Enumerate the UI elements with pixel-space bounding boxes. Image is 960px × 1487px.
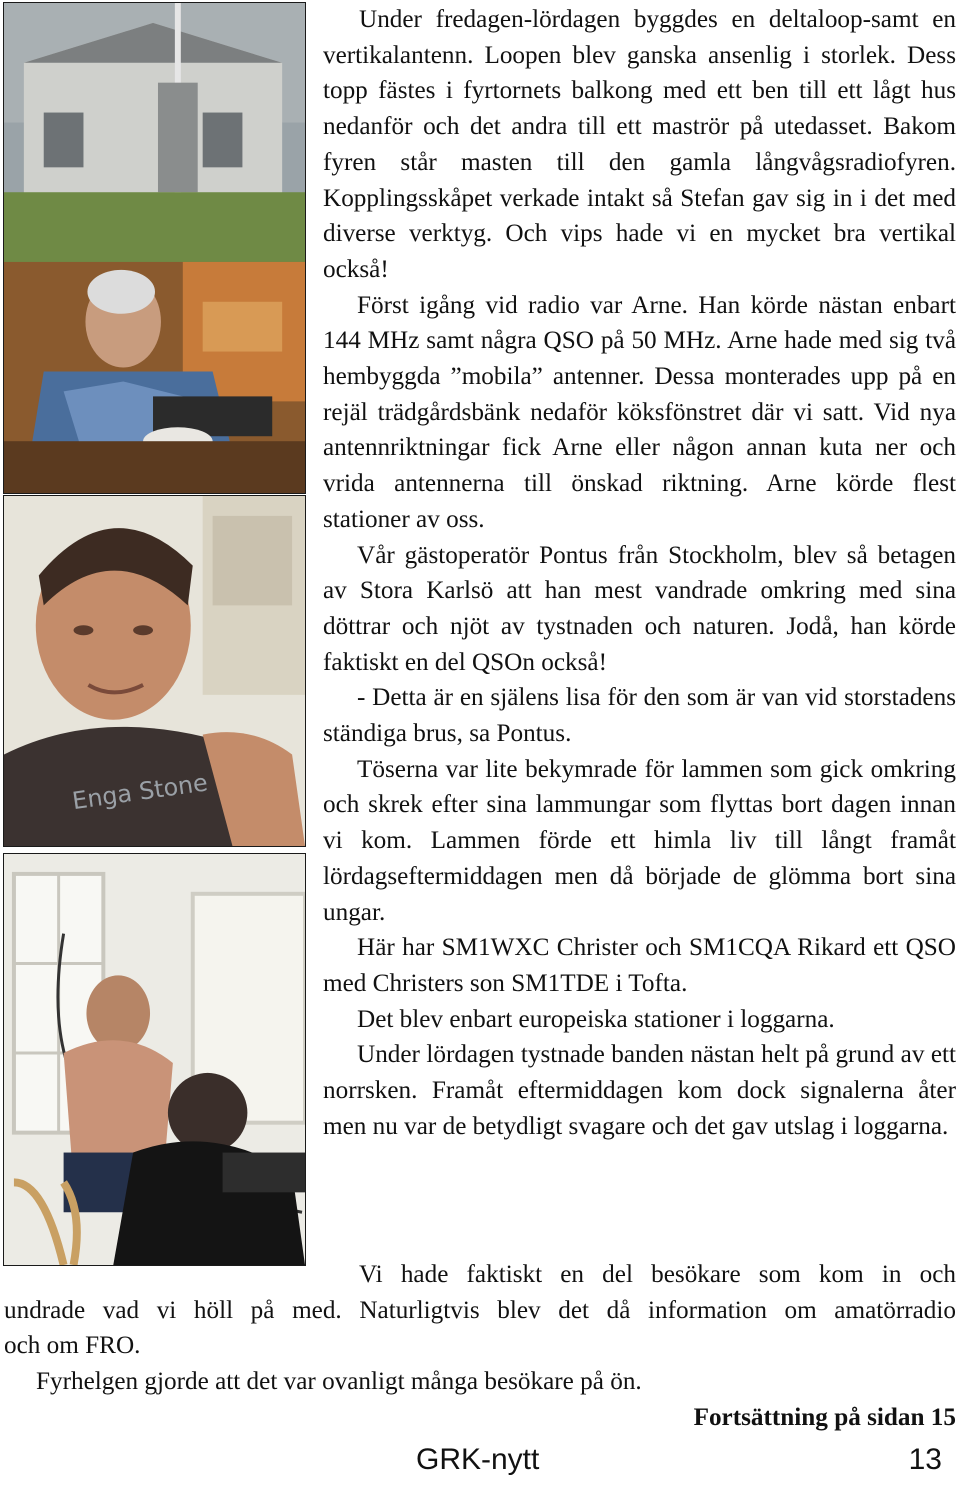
visitors-paragraph-line: och om FRO. bbox=[4, 1332, 141, 1360]
photo-operators-at-window-image bbox=[4, 854, 305, 1265]
visitors-paragraph-line: undrade vad vi höll på med. Naturligtvis blev det då information om amatörradio bbox=[4, 1296, 956, 1324]
article-paragraph: Först igång vid radio var Arne. Han körde nästan enbart 144 MHz samt några QSO på 50 MHz. Arne hade med sig två hembyggda ”mobila” antenner. Dessa monterades upp på en rejäl trädgårdsbänk nedaför köksfönstret där vi satt. Vid nya antennriktningar fick Arne eller någon annan kuta ner och vrida antennerna till önskad riktning. Arne körde flest stationer av oss. bbox=[323, 291, 956, 533]
photo-operators-at-window bbox=[3, 853, 306, 1266]
svg-text:Enga Stone: Enga Stone bbox=[70, 768, 210, 816]
article-paragraph: - Detta är en själens lisa för den som är van vid storstadens ständiga brus, sa Pontus. bbox=[323, 684, 956, 748]
photo-radio-operator-image bbox=[4, 3, 305, 493]
photo-portrait bbox=[3, 495, 306, 847]
article-paragraph: Under lördagen tystnade banden nästan helt på grund av ett norrsken. Framåt eftermiddagen kom dock signalerna åter men nu var de betydligt svagare och det gav utslag i loggarna. bbox=[323, 1041, 956, 1140]
article-column bbox=[323, 2, 956, 1145]
article-paragraph: Det blev enbart europeiska stationer i loggarna. bbox=[357, 1005, 835, 1033]
visitors-paragraph-line: Vi hade faktiskt en del besökare som kom in och bbox=[359, 1261, 956, 1288]
continuation-note: Fortsättning på sidan 15 bbox=[693, 1404, 956, 1431]
article-paragraph: Här har SM1WXC Christer och SM1CQA Rikard ett QSO med Christers son SM1TDE i Tofta. bbox=[323, 934, 956, 997]
article-paragraph: Under fredagen-lördagen byggdes en deltaloop-samt en vertikalantenn. Loopen blev ganska ansenlig i storlek. Dess topp fästes i fyrtornets balkong med ett ben till ett lågt hus nedanför och det andra till ett maströr på utedasset. Bakom fyren står masten till den gamla långvågsradiofyren. Kopplingsskåpet verkade intakt så Stefan gav sig in i det med diverse verktyg. Och vips hade vi en mycket bra vertikal också! bbox=[323, 6, 956, 283]
visitors-sentence: Fyrhelgen gjorde att det var ovanligt många besökare på ön. bbox=[36, 1368, 642, 1395]
photo-portrait-image bbox=[4, 496, 305, 846]
footer-page-number: 13 bbox=[908, 1443, 942, 1476]
photo-radio-operator bbox=[3, 2, 306, 494]
article-paragraph: Töserna var lite bekymrade för lammen som gick omkring och skrek efter sina lammungar som flyttas bort dagen innan vi kom. Lammen förde ett himla liv till långt framåt lördagseftermiddagen men då började de glömma bort sina ungar. bbox=[323, 755, 956, 926]
article-paragraph: Vår gästoperatör Pontus från Stockholm, blev så betagen av Stora Karlsö att han mest vandrade omkring med sina döttrar och njöt av tystnaden och naturen. Jodå, han körde faktiskt en del QSOn också! bbox=[323, 541, 956, 676]
visitors-paragraph bbox=[4, 1257, 956, 1364]
footer-publication-title: GRK-nytt bbox=[416, 1443, 540, 1476]
